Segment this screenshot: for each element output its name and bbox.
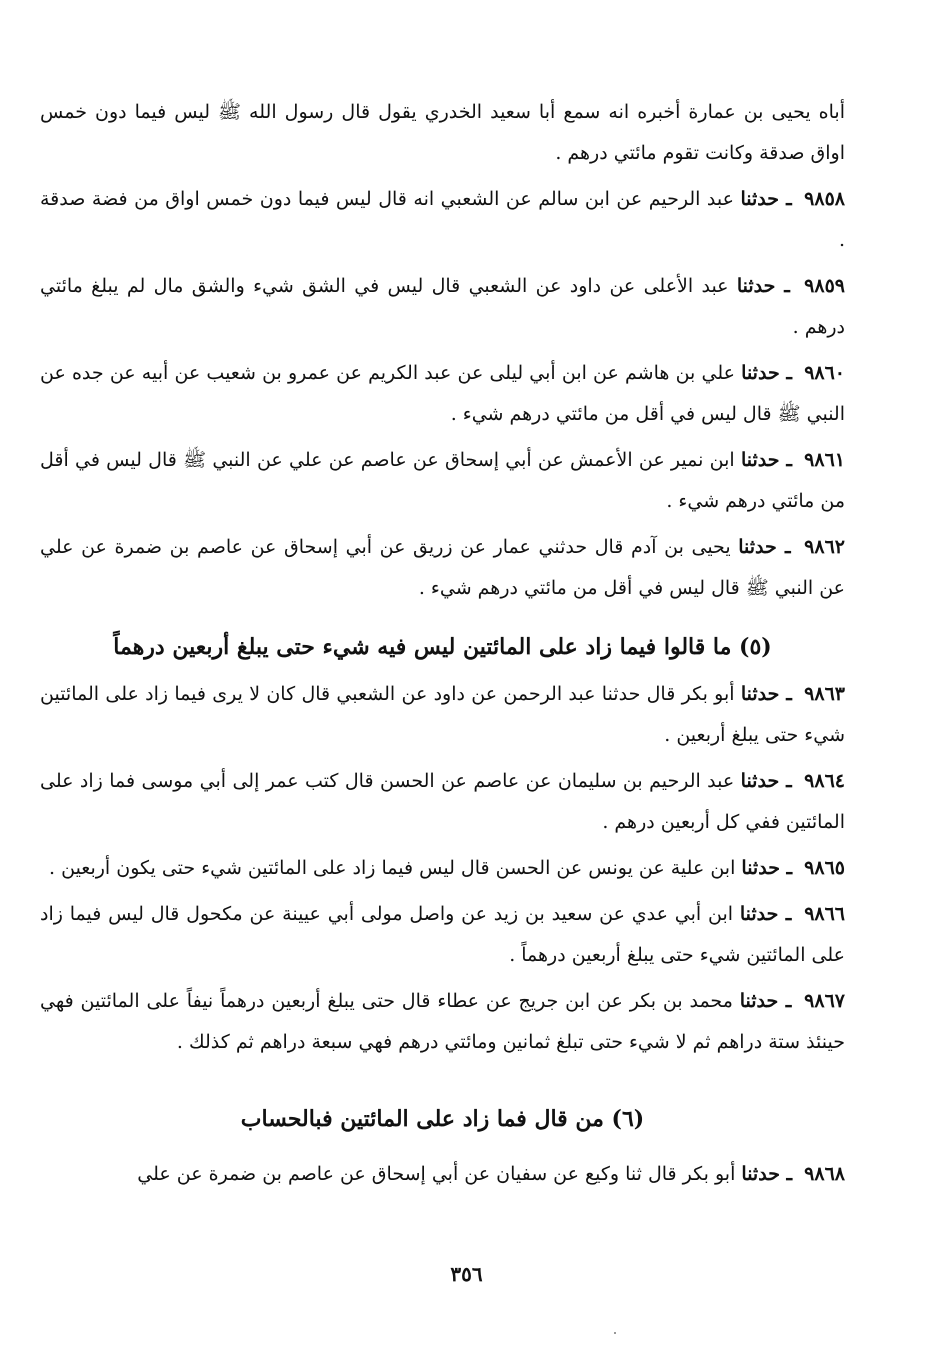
- hadith-text: محمد بن بكر عن ابن جريج عن عطاء قال حتى يبلغ أربعين درهماً نيفاً على المائتين فهي حينئذ ستة دراهم ثم لا شيء حتى تبلغ ثمانين ومائتي درهم فهي سبعة دراهم ثم كذلك .: [40, 990, 845, 1053]
- hadith-number: ٩٨٦٠: [804, 362, 846, 384]
- hadith-number: ٩٨٦٥: [804, 857, 845, 879]
- narration-marker: ـ حدثنا: [736, 275, 790, 297]
- hadith-number: ٩٨٦١: [804, 449, 845, 471]
- hadith-text: أبو بكر قال حدثنا عبد الرحمن عن داود عن الشعبي قال كان لا يرى فيما زاد على المائتين شيء حتى يبلغ أربعين .: [40, 683, 845, 746]
- paragraph-continuation: [40, 92, 845, 174]
- hadith-number: ٩٨٦٧: [804, 990, 845, 1012]
- narration-marker: ـ حدثنا: [740, 449, 792, 471]
- hadith-text: علي بن هاشم عن ابن أبي ليلى عن عبد الكريم عن عمرو بن شعيب عن أبيه عن جده عن النبي ﷺ قال ليس في أقل من مائتي درهم شيء .: [40, 362, 845, 425]
- narration-marker: ـ حدثنا: [740, 683, 792, 705]
- hadith-number: ٩٨٦٣: [804, 683, 845, 705]
- hadith-number: ٩٨٥٩: [804, 275, 845, 297]
- hadith-9867: [40, 981, 845, 1063]
- hadith-9858: [40, 179, 845, 261]
- hadith-text: ابن أبي عدي عن سعيد بن زيد عن واصل مولى أبي عيينة عن مكحول قال ليس فيما زاد على المائتين شيء حتى يبلغ أربعين درهماً .: [40, 903, 845, 966]
- hadith-number: ٩٨٦٨: [804, 1163, 845, 1185]
- narration-marker: ـ حدثنا: [739, 990, 792, 1012]
- narration-marker: ـ حدثنا: [738, 536, 791, 558]
- hadith-text: ابن نمير عن الأعمش عن أبي إسحاق عن عاصم عن علي عن النبي ﷺ قال ليس في أقل من مائتي درهم شيء .: [40, 449, 845, 512]
- hadith-9866: [40, 894, 845, 976]
- narration-marker: ـ حدثنا: [741, 362, 792, 384]
- hadith-text: عبد الرحيم عن ابن سالم عن الشعبي انه قال ليس فيما دون خمس اواق من فضة صدقة .: [40, 188, 845, 251]
- hadith-text: يحيى بن آدم قال حدثني عمار عن زريق عن أبي إسحاق عن عاصم بن ضمرة عن علي عن النبي ﷺ قال ليس في أقل من مائتي درهم شيء .: [40, 536, 845, 599]
- hadith-number: ٩٨٦٤: [804, 770, 845, 792]
- hadith-9864: [40, 761, 845, 843]
- hadith-9868: [40, 1154, 845, 1195]
- hadith-text: أبو بكر قال ثنا وكيع عن سفيان عن أبي إسحاق عن عاصم بن ضمرة عن علي: [137, 1163, 736, 1185]
- hadith-text: عبد الرحيم بن سليمان عن عاصم عن الحسن قال كتب عمر إلى أبي موسى فما زاد على المائتين ففي كل أربعين درهم .: [40, 770, 845, 833]
- section-heading-6: (٦) من قال فما زاد على المائتين فبالحساب: [240, 1106, 645, 1132]
- narration-marker: ـ حدثنا: [740, 770, 792, 792]
- hadith-number: ٩٨٦٢: [804, 536, 845, 558]
- narration-marker: ـ حدثنا: [740, 188, 792, 210]
- page-number: ٣٥٦: [450, 1262, 483, 1286]
- paragraph-text: أباه يحيى بن عمارة أخبره انه سمع أبا سعيد الخدري يقول قال رسول الله ﷺ ليس فيما دون خمس اواق صدقة وكانت تقوم مائتي درهم .: [40, 101, 845, 164]
- hadith-9863: [40, 674, 845, 756]
- hadith-text: ابن علية عن يونس عن الحسن قال ليس فيما زاد على المائتين شيء حتى يكون أربعين .: [49, 857, 736, 879]
- hadith-text: عبد الأعلى عن داود عن الشعبي قال ليس في الشق شيء والشق مال لم يبلغ مائتي درهم .: [40, 275, 845, 338]
- hadith-9861: [40, 440, 845, 522]
- hadith-number: ٩٨٥٨: [804, 188, 845, 210]
- hadith-9860: [40, 353, 845, 435]
- hadith-9859: [40, 266, 845, 348]
- section-heading-5: (٥) ما قالوا فيما زاد على المائتين ليس فيه شيء حتى يبلغ أربعين درهماً: [113, 634, 772, 660]
- narration-marker: ـ حدثنا: [739, 903, 792, 925]
- narration-marker: ـ حدثنا: [741, 857, 793, 879]
- hadith-number: ٩٨٦٦: [804, 903, 846, 925]
- page-body: [40, 92, 845, 1200]
- scan-speck: [614, 1332, 616, 1334]
- hadith-9862: [40, 527, 845, 609]
- hadith-9865: [40, 848, 845, 889]
- narration-marker: ـ حدثنا: [741, 1163, 793, 1185]
